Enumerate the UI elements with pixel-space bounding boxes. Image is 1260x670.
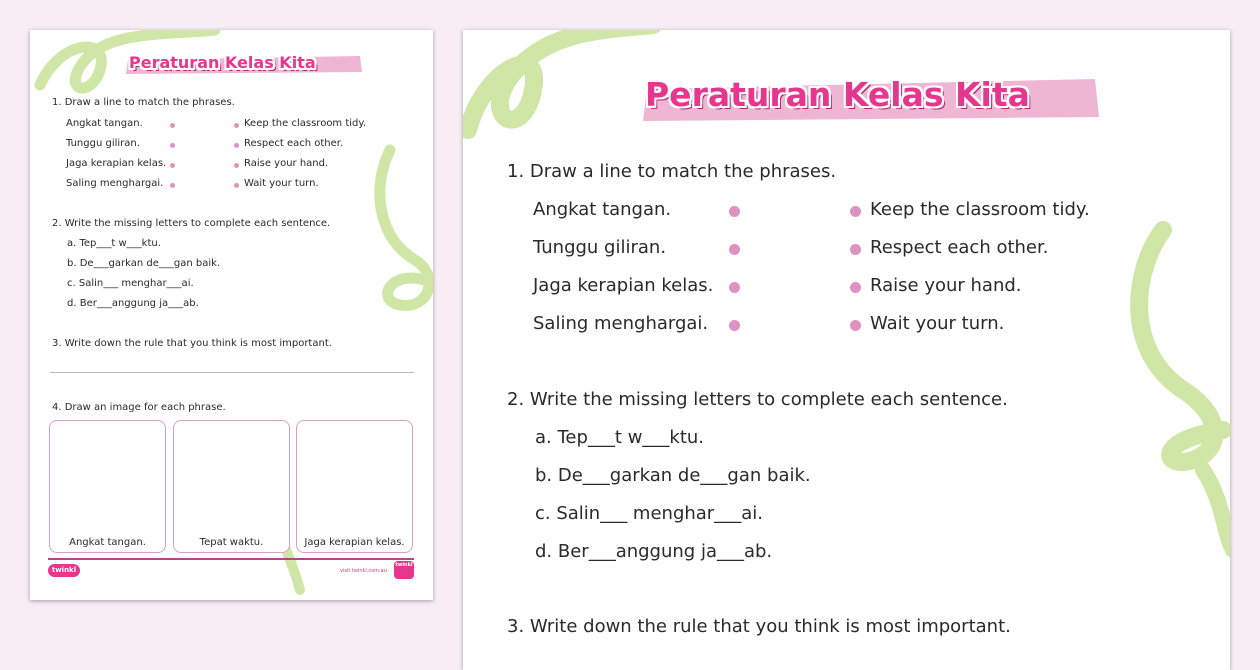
match-right-1: Keep the classroom tidy. [244,118,367,129]
drawing-box-3-label: Jaga kerapian kelas. [304,537,405,548]
match-left-1: Angkat tangan. [66,118,143,129]
drawing-box-1[interactable] [49,420,166,553]
page-title-large: Peraturan Kelas Kita [645,75,1030,114]
match-dot-right-2[interactable] [234,143,239,148]
match-dot-right-3-large[interactable] [850,282,861,293]
twinkl-logo: twinkl [48,564,80,577]
match-dot-right-1[interactable] [234,123,239,128]
q1-prompt-large: 1. Draw a line to match the phrases. [507,161,837,182]
q3-prompt-large: 3. Write down the rule that you think is most important. [507,616,1011,637]
drawing-box-3[interactable] [296,420,413,553]
match-left-4-large: Saling menghargai. [533,313,709,334]
q2-item-d: d. Ber___anggung ja___ab. [67,298,199,309]
match-left-4: Saling menghargai. [66,178,164,189]
drawing-box-1-label: Angkat tangan. [69,537,146,548]
match-right-1-large: Keep the classroom tidy. [870,199,1090,220]
match-dot-left-1[interactable] [170,123,175,128]
drawing-box-2-label: Tepat waktu. [199,537,264,548]
match-dot-left-3-large[interactable] [729,282,740,293]
match-right-2-large: Respect each other. [870,237,1049,258]
match-dot-left-2[interactable] [170,143,175,148]
q2-item-d-large: d. Ber___anggung ja___ab. [535,541,773,562]
match-right-3-large: Raise your hand. [870,275,1022,296]
match-left-1-large: Angkat tangan. [533,199,672,220]
match-left-3: Jaga kerapian kelas. [66,158,167,169]
ribbon-decoration-large [463,30,1230,670]
match-dot-right-1-large[interactable] [850,206,861,217]
match-right-4-large: Wait your turn. [870,313,1005,334]
match-left-3-large: Jaga kerapian kelas. [533,275,714,296]
match-dot-left-3[interactable] [170,163,175,168]
q2-item-b-large: b. De___garkan de___gan baik. [535,465,811,486]
match-right-4: Wait your turn. [244,178,319,189]
q2-prompt-large: 2. Write the missing letters to complete each sentence. [507,389,1008,410]
footer-url: visit twinkl.com.au [340,568,387,574]
match-dot-left-1-large[interactable] [729,206,740,217]
worksheet-thumbnail[interactable] [30,30,433,600]
match-dot-left-4-large[interactable] [729,320,740,331]
twinkl-badge: twinkl [394,561,414,579]
q2-prompt: 2. Write the missing letters to complete each sentence. [52,218,331,229]
q1-prompt: 1. Draw a line to match the phrases. [52,97,235,108]
q2-item-a-large: a. Tep___t w___ktu. [535,427,705,448]
match-left-2-large: Tunggu giliran. [533,237,667,258]
match-dot-right-4[interactable] [234,183,239,188]
match-dot-right-4-large[interactable] [850,320,861,331]
match-dot-right-3[interactable] [234,163,239,168]
q2-item-c: c. Salin___ menghar___ai. [67,278,194,289]
match-right-2: Respect each other. [244,138,344,149]
match-dot-left-2-large[interactable] [729,244,740,255]
page-title: Peraturan Kelas Kita [129,53,316,72]
q2-item-c-large: c. Salin___ menghar___ai. [535,503,763,524]
drawing-box-2[interactable] [173,420,290,553]
match-right-3: Raise your hand. [244,158,329,169]
match-dot-left-4[interactable] [170,183,175,188]
q2-item-a: a. Tep___t w___ktu. [67,238,161,249]
worksheet-preview[interactable] [463,30,1230,670]
footer-divider [48,558,414,560]
match-left-2: Tunggu giliran. [66,138,140,149]
match-dot-right-2-large[interactable] [850,244,861,255]
q3-answer-line[interactable] [50,372,414,373]
q3-prompt: 3. Write down the rule that you think is most important. [52,338,332,349]
q4-prompt: 4. Draw an image for each phrase. [52,402,226,413]
q2-item-b: b. De___garkan de___gan baik. [67,258,221,269]
